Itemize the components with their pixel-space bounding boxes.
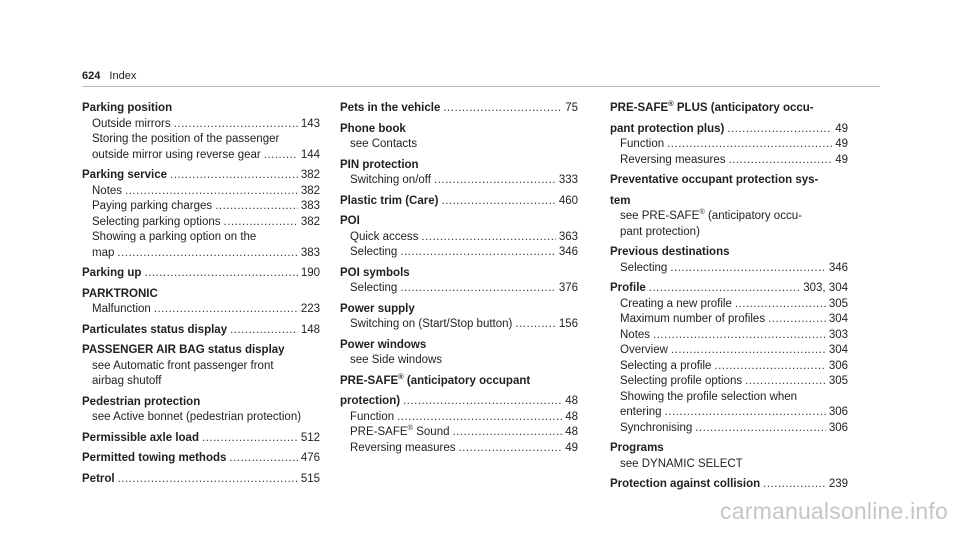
index-entry-subentry <box>82 117 320 133</box>
entry-text: Power supply <box>340 302 415 315</box>
dot-leader <box>458 441 562 457</box>
entry-text: see Side windows <box>350 354 443 366</box>
entry-text: Malfunction <box>92 303 151 315</box>
page-reference[interactable]: 515 <box>300 472 320 485</box>
page-reference[interactable]: 305 <box>828 375 848 387</box>
index-entry-subentry <box>610 343 848 359</box>
index-entry-subentry <box>82 230 320 246</box>
entry-text: Power windows <box>340 338 427 351</box>
index-entry-subentry <box>82 410 320 426</box>
page-reference[interactable]: 49 <box>835 153 848 166</box>
index-entry-heading <box>610 245 848 261</box>
dot-leader <box>125 184 298 200</box>
page-reference[interactable]: 49 <box>835 122 848 135</box>
entry-text: Preventative occupant protection sys- <box>610 174 819 186</box>
page-reference[interactable]: 460 <box>558 194 578 207</box>
entry-text: see Active bonnet (pedestrian protection) <box>92 411 302 423</box>
index-entry-subentry <box>340 353 578 369</box>
page-reference[interactable]: 304 <box>828 313 848 325</box>
page-reference[interactable]: 48 <box>565 426 578 438</box>
index-entry-subentry <box>610 153 848 169</box>
entry-text: Parking service <box>82 169 168 181</box>
entry-text: Switching on (Start/Stop button) <box>350 318 513 330</box>
page-reference[interactable]: 363 <box>558 230 578 243</box>
entry-text: Phone book <box>340 122 406 135</box>
dot-leader <box>400 245 556 261</box>
page-reference[interactable]: 476 <box>300 452 320 464</box>
entry-text: Selecting a profile <box>620 359 712 372</box>
index-entry-subentry <box>340 410 578 426</box>
index-entry-subentry <box>340 137 578 153</box>
dot-leader <box>728 153 832 169</box>
page-reference[interactable]: 48 <box>565 395 578 407</box>
index-entry-heading <box>610 281 848 297</box>
index-entry-subentry <box>340 317 578 333</box>
dot-leader <box>170 168 298 184</box>
index-entry-subentry <box>82 199 320 215</box>
dot-leader <box>670 261 826 277</box>
page-reference[interactable]: 304 <box>828 344 848 356</box>
page-reference[interactable]: 306 <box>828 359 848 372</box>
dot-leader <box>229 451 297 467</box>
entry-text: POI <box>340 215 360 227</box>
dot-leader <box>118 472 298 488</box>
index-entry-heading <box>610 173 848 189</box>
dot-leader <box>117 246 297 262</box>
entry-text: Plastic trim (Care) <box>340 194 439 207</box>
index-entry-heading <box>82 266 320 282</box>
dot-leader <box>230 323 298 339</box>
entry-text: Parking position <box>82 102 173 114</box>
entry-text: protection) <box>340 395 401 407</box>
page-reference[interactable]: 190 <box>300 267 320 279</box>
index-entry-heading <box>82 431 320 447</box>
entry-text: Permissible axle load <box>82 431 199 444</box>
index-entry-subentry <box>82 132 320 148</box>
index-entry-heading <box>340 302 578 318</box>
index-entry-heading <box>610 122 848 138</box>
entry-text: Creating a new profile <box>620 297 732 310</box>
index-entry-subentry <box>340 281 578 297</box>
index-entry-heading <box>340 101 578 117</box>
entry-text: outside mirror using reverse gear <box>92 148 261 161</box>
entry-text: Programs <box>610 442 664 454</box>
index-entry-subentry <box>82 302 320 318</box>
dot-leader <box>649 281 800 297</box>
index-entry-subentry <box>340 230 578 246</box>
index-column-3 <box>610 101 848 493</box>
index-entry-heading <box>82 451 320 467</box>
page-reference[interactable]: 303, 304 <box>803 282 848 294</box>
entry-text: Previous destinations <box>610 246 730 258</box>
dot-leader <box>695 421 826 437</box>
index-entry-heading <box>82 395 320 411</box>
index-column-1 <box>82 101 320 487</box>
index-entry-heading <box>340 266 578 282</box>
entry-text: Paying parking charges <box>92 200 213 212</box>
entry-text: Pedestrian protection <box>82 395 201 408</box>
entry-text: Particulates status display <box>82 323 228 336</box>
entry-text: Profile <box>610 282 646 294</box>
dot-leader <box>400 281 556 297</box>
index-entry-subentry <box>82 148 320 164</box>
entry-text: Storing the position of the passenger <box>92 133 280 145</box>
dot-leader <box>434 173 556 189</box>
index-entry-heading <box>82 472 320 488</box>
page-reference[interactable]: 144 <box>300 148 320 161</box>
index-entry-subentry <box>610 225 848 241</box>
entry-text: see DYNAMIC SELECT <box>620 457 743 470</box>
page-reference[interactable]: 376 <box>558 282 578 294</box>
page-title: Index <box>109 70 137 82</box>
index-entry-heading <box>340 122 578 138</box>
index-entry-subentry <box>82 359 320 375</box>
index-entry-subentry <box>82 246 320 262</box>
entry-text: see PRE-SAFE® (anticipatory occu- <box>620 207 802 222</box>
entry-text: PRE-SAFE® PLUS (anticipatory occu- <box>610 99 814 114</box>
page-reference[interactable]: 383 <box>300 246 320 259</box>
entry-text: Reversing measures <box>350 441 456 454</box>
entry-text: Function <box>620 138 665 150</box>
index-entry-heading <box>82 168 320 184</box>
index-entry-subentry <box>610 312 848 328</box>
dot-leader <box>667 137 832 153</box>
index-entry-subentry <box>610 137 848 153</box>
index-column-2 <box>340 101 578 456</box>
dot-leader <box>144 266 297 282</box>
entry-text: Selecting <box>350 282 398 294</box>
entry-text: PASSENGER AIR BAG status display <box>82 344 285 356</box>
index-entry-heading <box>340 158 578 174</box>
dot-leader <box>443 101 562 117</box>
index-entry-subentry <box>610 457 848 473</box>
page-reference[interactable]: 223 <box>300 303 320 315</box>
entry-text: Selecting parking options <box>92 215 221 228</box>
entry-text: Synchronising <box>620 421 693 434</box>
page-reference[interactable]: 49 <box>835 138 848 150</box>
entry-text: Selecting <box>620 261 668 274</box>
page-reference[interactable]: 346 <box>558 246 578 258</box>
page-reference[interactable]: 306 <box>828 421 848 434</box>
index-entry-heading <box>82 287 320 303</box>
entry-text: see Automatic front passenger front <box>92 359 274 372</box>
entry-text: Notes <box>92 184 123 197</box>
entry-text: Maximum number of profiles <box>620 313 766 325</box>
dot-leader <box>421 230 555 246</box>
dot-leader <box>735 297 826 313</box>
page-reference[interactable]: 48 <box>565 410 578 423</box>
dot-leader <box>768 312 826 328</box>
dot-leader <box>453 425 563 441</box>
index-entry-heading <box>82 343 320 359</box>
dot-leader <box>714 359 825 375</box>
entry-text: entering <box>620 406 662 418</box>
dot-leader <box>264 148 298 164</box>
entry-text: Parking up <box>82 267 142 279</box>
dot-leader <box>202 431 298 447</box>
page-reference[interactable]: 382 <box>300 184 320 197</box>
entry-text: Notes <box>620 328 651 341</box>
index-entry-subentry <box>610 421 848 437</box>
index-entry-heading <box>610 441 848 457</box>
entry-text: tem <box>610 194 631 207</box>
index-entry-subentry <box>340 441 578 457</box>
page-number: 624 <box>82 70 101 82</box>
dot-leader <box>215 199 298 215</box>
entry-text: Switching on/off <box>350 174 431 186</box>
page-header <box>82 70 136 82</box>
dot-leader <box>174 117 298 133</box>
index-entry-subentry <box>340 245 578 261</box>
page-reference[interactable]: 306 <box>828 406 848 418</box>
page-reference[interactable]: 143 <box>300 117 320 130</box>
entry-text: Permitted towing methods <box>82 452 227 464</box>
entry-text: airbag shutoff <box>92 375 162 387</box>
index-entry-heading <box>340 394 578 410</box>
page-reference[interactable]: 346 <box>828 261 848 274</box>
dot-leader <box>397 410 562 426</box>
entry-text: Showing a parking option on the <box>92 231 257 243</box>
index-entry-heading <box>610 477 848 493</box>
page-reference[interactable]: 49 <box>565 441 578 454</box>
entry-text: Selecting <box>350 246 398 258</box>
page-reference[interactable]: 148 <box>300 323 320 336</box>
dot-leader <box>763 477 826 493</box>
index-entry-subentry <box>610 374 848 390</box>
entry-text: pant protection plus) <box>610 122 725 135</box>
index-entry-heading <box>340 338 578 354</box>
entry-text: PRE-SAFE® (anticipatory occupant <box>340 371 531 387</box>
dot-leader <box>745 374 826 390</box>
page-reference[interactable]: 305 <box>828 297 848 310</box>
entry-text: Showing the profile selection when <box>620 390 798 403</box>
page-reference[interactable]: 382 <box>300 215 320 228</box>
index-entry-subentry <box>610 359 848 375</box>
index-entry-subentry <box>610 405 848 421</box>
entry-text: Overview <box>620 344 668 356</box>
page-reference[interactable]: 383 <box>300 200 320 212</box>
dot-leader <box>653 328 826 344</box>
entry-text: Reversing measures <box>620 153 726 166</box>
index-entry-subentry <box>610 390 848 406</box>
entry-text: Quick access <box>350 230 419 243</box>
index-entry-heading <box>82 101 320 117</box>
page-reference[interactable]: 512 <box>300 431 320 444</box>
index-entry-subentry <box>610 261 848 277</box>
entry-text: PARKTRONIC <box>82 287 158 300</box>
dot-leader <box>515 317 555 333</box>
header-rule <box>82 86 880 87</box>
index-entry-heading <box>610 101 848 117</box>
entry-text: PIN protection <box>340 158 419 171</box>
dot-leader <box>727 122 832 138</box>
entry-text: PRE-SAFE® Sound <box>350 423 450 438</box>
dot-leader <box>665 405 826 421</box>
dot-leader <box>224 215 298 231</box>
index-entry-subentry <box>340 425 578 441</box>
page-reference[interactable]: 382 <box>300 169 320 181</box>
index-entry-subentry <box>82 215 320 231</box>
entry-text: Selecting profile options <box>620 375 743 387</box>
entry-text: Function <box>350 410 395 423</box>
index-entry-subentry <box>610 328 848 344</box>
dot-leader <box>154 302 298 318</box>
index-entry-subentry <box>82 184 320 200</box>
page-reference[interactable]: 333 <box>558 174 578 186</box>
entry-text: map <box>92 246 115 259</box>
dot-leader <box>403 394 562 410</box>
entry-text: see Contacts <box>350 138 418 150</box>
page-reference[interactable]: 156 <box>558 318 578 330</box>
entry-text: Outside mirrors <box>92 117 171 130</box>
entry-text: Petrol <box>82 472 115 485</box>
page-reference[interactable]: 303 <box>828 328 848 341</box>
watermark: carmanualsonline.info <box>720 498 948 524</box>
index-entry-subentry <box>340 173 578 189</box>
index-entry-subentry <box>610 297 848 313</box>
entry-text: pant protection) <box>620 225 700 238</box>
page-reference[interactable]: 239 <box>828 478 848 490</box>
index-entry-subentry <box>82 374 320 390</box>
entry-text: Protection against collision <box>610 478 761 490</box>
index-entry-heading <box>340 214 578 230</box>
index-entry-heading <box>340 371 578 390</box>
dot-leader <box>441 194 555 210</box>
dot-leader <box>671 343 826 359</box>
index-entry-heading <box>340 194 578 210</box>
entry-text: Pets in the vehicle <box>340 102 441 114</box>
index-entry-subentry <box>610 209 848 225</box>
entry-text: POI symbols <box>340 266 410 279</box>
page-reference[interactable]: 75 <box>565 102 578 114</box>
index-entry-heading <box>610 194 848 210</box>
index-entry-heading <box>82 323 320 339</box>
